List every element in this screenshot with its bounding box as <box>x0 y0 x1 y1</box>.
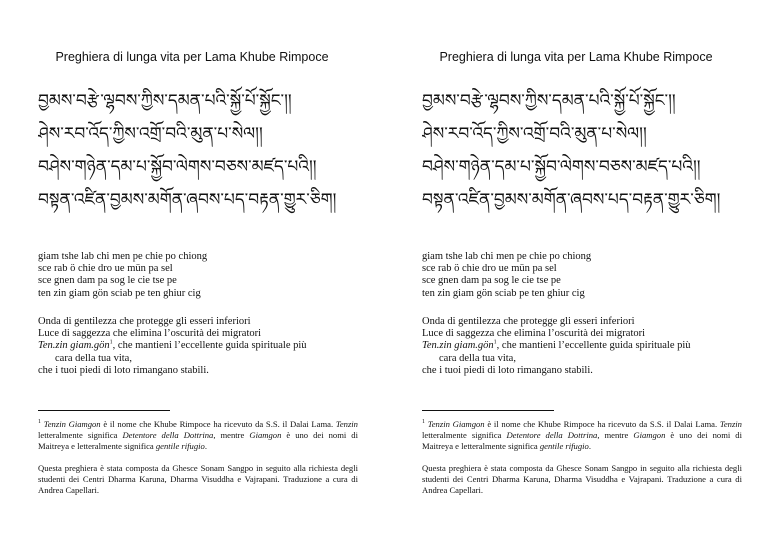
transliteration-line: ten zin giam gön sciab pe ten ghiur cig <box>38 287 201 299</box>
prayer-title: Preghiera di lunga vita per Lama Khube Rimpoce <box>439 50 713 64</box>
footnote-term: Detentore della Dottrina <box>122 430 214 440</box>
transliteration <box>38 251 358 300</box>
footnote <box>422 419 742 452</box>
authorship-note: Questa preghiera è stata composta da Ghesce Sonam Sangpo in seguito alla richiesta degli studenti dei Centri Dharma Karuna, Dharma Visuddha e Vajrapani. Traduzione a cura di Andrea Capellari. <box>38 463 358 495</box>
tibetan-line: བཤེས་གཉེན་དམ་པ་སྐྱོབ་ལེགས་བཅས་མཛད་པའི།། <box>422 157 701 177</box>
transliteration-line: sce gnen dam pa sog le cie tse pe <box>38 275 177 287</box>
transliteration-line: sce rab ö chie dro ue mün pa sel <box>38 263 173 275</box>
prayer-title: Preghiera di lunga vita per Lama Khube Rimpoce <box>55 50 329 64</box>
footnote-text: è il nome che Khube Rimpoce ha ricevuto da S.S. il Dalai Lama. <box>100 419 336 429</box>
authorship-note: Questa preghiera è stata composta da Ghesce Sonam Sangpo in seguito alla richiesta degli studenti dei Centri Dharma Karuna, Dharma Visuddha e Vajrapani. Traduzione a cura di Andrea Capellari. <box>422 463 742 495</box>
italian-translation <box>38 316 358 377</box>
translation-text: , che mantieni l’eccellente guida spirituale più <box>496 340 691 352</box>
translation-line: Onda di gentilezza che protegge gli esseri inferiori <box>422 316 635 327</box>
translation-line <box>38 340 358 352</box>
footnote <box>38 419 358 452</box>
transliteration-line: sce rab ö chie dro ue mün pa sel <box>422 263 557 275</box>
footnote-divider <box>422 410 554 411</box>
transliteration-line: giam tshe lab chi men pe chie po chiong <box>38 251 208 262</box>
transliteration <box>422 251 742 300</box>
tibetan-line: བཤེས་གཉེན་དམ་པ་སྐྱོབ་ལེགས་བཅས་མཛད་པའི།། <box>38 157 317 177</box>
footnote-term: Detentore della Dottrina <box>506 430 598 440</box>
name-italic: Ten.zin giam.gön <box>38 340 110 352</box>
footnote-mark: 1 <box>38 419 41 426</box>
transliteration-line: ten zin giam gön sciab pe ten ghiur cig <box>422 287 585 299</box>
transliteration-line: sce gnen dam pa sog le cie tse pe <box>422 275 561 287</box>
footnote-divider <box>38 410 170 411</box>
translation-line: cara della tua vita, <box>55 352 132 364</box>
footnote-ref: 1 <box>109 339 113 346</box>
footnote-term: gentile rifugio <box>155 441 205 451</box>
tibetan-line: ཤེས་རབ་འོད་ཀྱིས་འགྲོ་བའི་མུན་པ་སེལ།། <box>422 124 647 144</box>
translation-line: Luce di saggezza che elimina l’oscurità dei migratori <box>38 328 262 340</box>
translation-line <box>422 340 742 352</box>
footnote-term: Tenzin <box>719 419 742 429</box>
translation-line: che i tuoi piedi di loto rimangano stabili. <box>38 364 209 376</box>
footnote-term: Giamgon <box>249 430 282 440</box>
tibetan-line: བསྟན་འཛིན་བྱམས་མགོན་ཞབས་པད་བརྟན་གྱུར་ཅིག། <box>38 190 337 210</box>
footnote-text: letteralmente significa <box>38 430 123 440</box>
footnote-text: , mentre <box>213 430 250 440</box>
footnote-text: è il nome che Khube Rimpoce ha ricevuto da S.S. il Dalai Lama. <box>484 419 720 429</box>
footnote-text: . <box>588 441 591 451</box>
tibetan-verse <box>38 85 358 217</box>
translation-line: che i tuoi piedi di loto rimangano stabili. <box>422 364 593 376</box>
footnote-text: è uno dei nomi di Maitreya e letteralmente significa <box>38 430 358 451</box>
footnote-name: Tenzin Giamgon <box>43 419 101 429</box>
page-right <box>384 0 768 543</box>
tibetan-line: བྱམས་བརྩེ་ལྷབས་ཀྱིས་དམན་པའི་སྐྱོ་པོ་སྐྱོང་།། <box>422 91 676 111</box>
name-italic: Ten.zin giam.gön <box>422 340 494 352</box>
footnote-term: gentile rifugio <box>539 441 589 451</box>
footnote-term: Tenzin <box>335 419 358 429</box>
translation-text: , che mantieni l’eccellente guida spirituale più <box>112 340 307 352</box>
footnote-text: , mentre <box>597 430 634 440</box>
footnote-text: . <box>204 441 207 451</box>
tibetan-verse <box>422 85 742 217</box>
footnote-term: Giamgon <box>633 430 666 440</box>
tibetan-line: ཤེས་རབ་འོད་ཀྱིས་འགྲོ་བའི་མུན་པ་སེལ།། <box>38 124 263 144</box>
italian-translation <box>422 316 742 377</box>
footnote-text: è uno dei nomi di Maitreya e letteralmente significa <box>422 430 742 451</box>
footnote-text: letteralmente significa <box>422 430 507 440</box>
translation-line: cara della tua vita, <box>439 352 516 364</box>
tibetan-line: བྱམས་བརྩེ་ལྷབས་ཀྱིས་དམན་པའི་སྐྱོ་པོ་སྐྱོང་།། <box>38 91 292 111</box>
footnote-name: Tenzin Giamgon <box>427 419 485 429</box>
footnote-mark: 1 <box>422 419 425 426</box>
tibetan-line: བསྟན་འཛིན་བྱམས་མགོན་ཞབས་པད་བརྟན་གྱུར་ཅིག། <box>422 190 721 210</box>
footnote-ref: 1 <box>493 339 497 346</box>
translation-line: Luce di saggezza che elimina l’oscurità dei migratori <box>422 328 646 340</box>
translation-line: Onda di gentilezza che protegge gli esseri inferiori <box>38 316 251 327</box>
transliteration-line: giam tshe lab chi men pe chie po chiong <box>422 251 592 262</box>
